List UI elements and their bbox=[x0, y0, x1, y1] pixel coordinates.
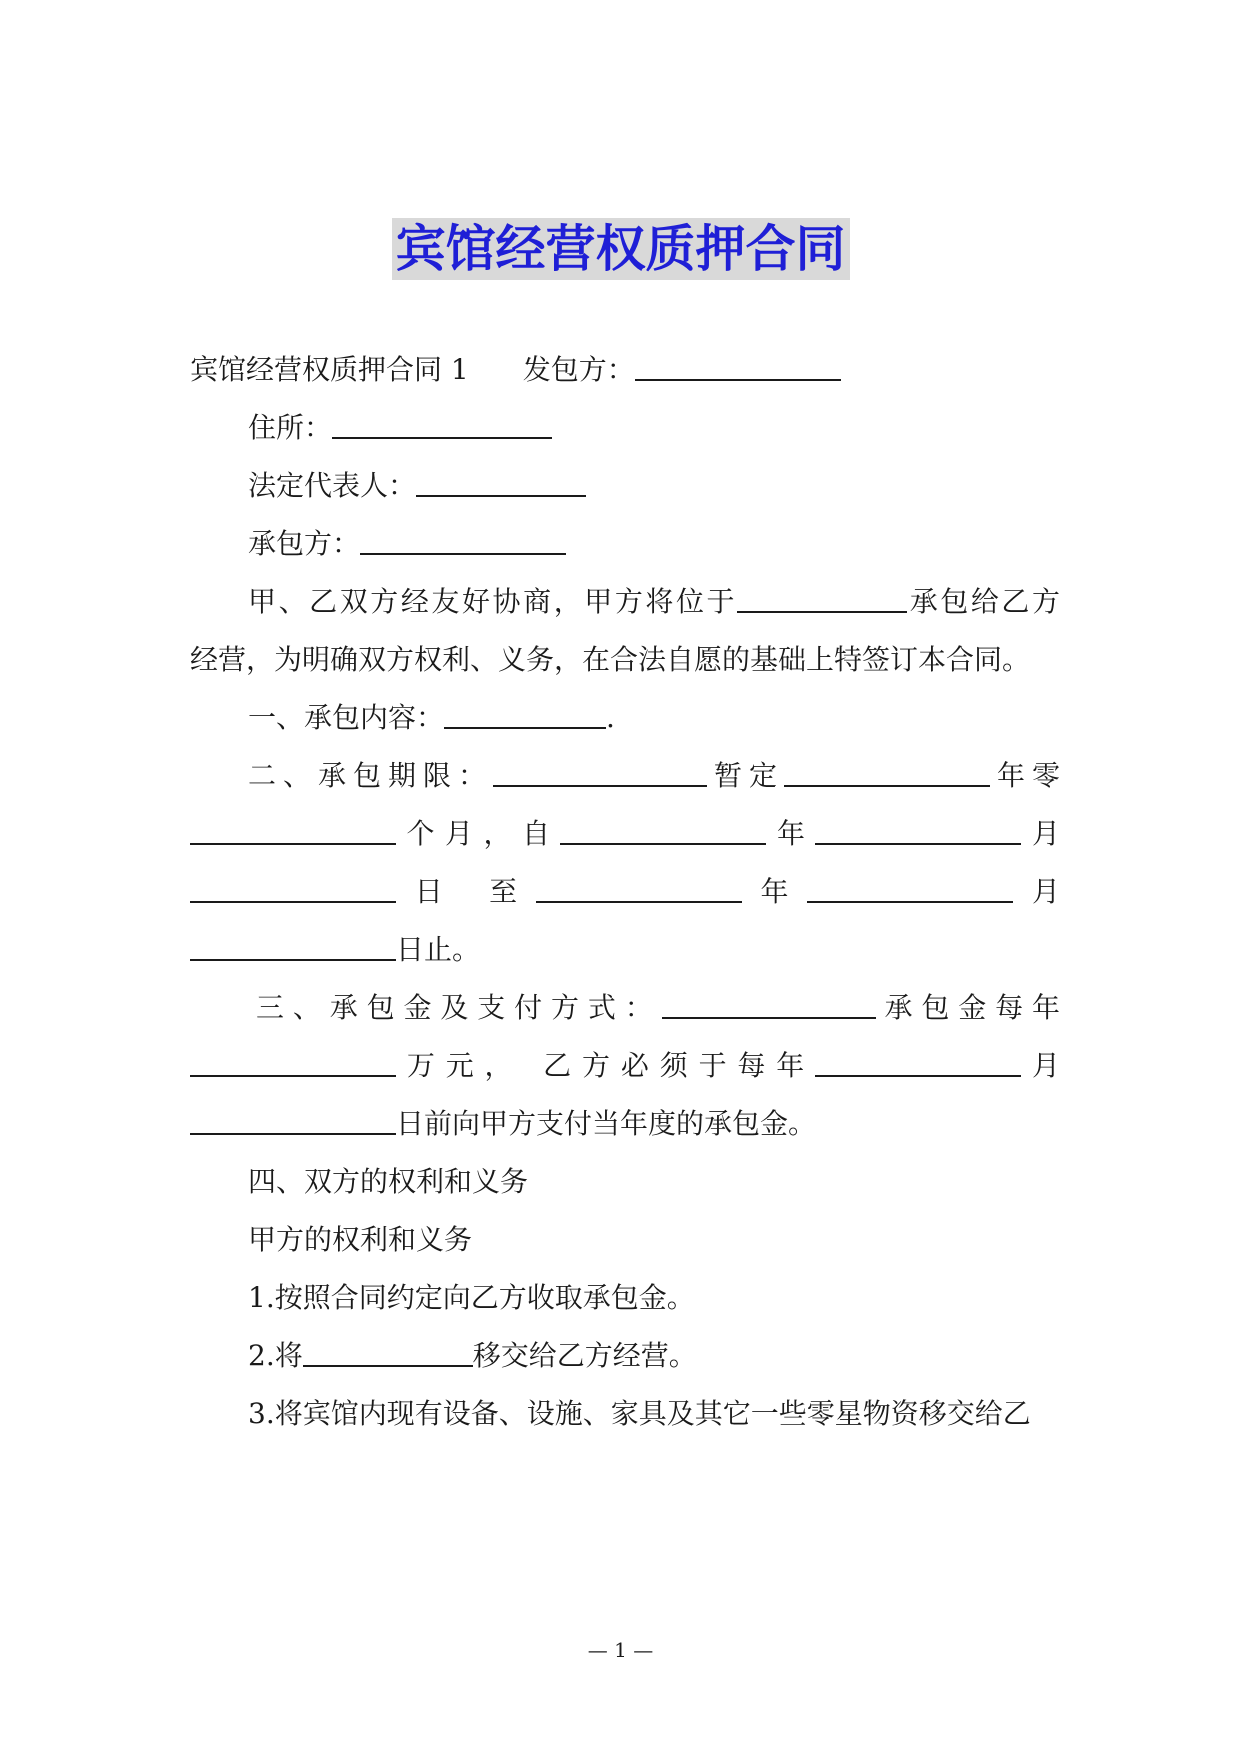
blank-field bbox=[635, 353, 841, 381]
line-14 bbox=[190, 1104, 1060, 1144]
line-19 bbox=[248, 1394, 1060, 1434]
line-3 bbox=[248, 466, 1060, 506]
text: 个月，自 bbox=[396, 817, 561, 850]
text: 月 bbox=[1021, 1049, 1060, 1082]
blank-field bbox=[536, 875, 742, 903]
line-1 bbox=[190, 350, 1060, 390]
blank-field bbox=[815, 1049, 1021, 1077]
text: 日 至 bbox=[396, 875, 536, 908]
text: 日前向甲方支付当年度的承包金。 bbox=[396, 1107, 817, 1140]
clause-3-label: 三、承包金及支付方式： bbox=[256, 991, 662, 1024]
legal-rep-label: 法定代表人： bbox=[248, 469, 417, 502]
clause-1-label: 一、承包内容： bbox=[248, 701, 445, 734]
blank-field bbox=[190, 817, 396, 845]
blank-field bbox=[190, 1049, 396, 1077]
list-item: 2.将 bbox=[248, 1339, 303, 1372]
list-item: 1.按照合同约定向乙方收取承包金。 bbox=[248, 1281, 695, 1314]
clause-4-heading: 四、双方的权利和义务 bbox=[248, 1165, 529, 1198]
blank-field bbox=[807, 875, 1013, 903]
text: 年 bbox=[766, 817, 816, 850]
text: 暂定 bbox=[706, 759, 784, 792]
page-number: — 1 — bbox=[587, 1638, 654, 1662]
contractee-label: 承包方： bbox=[248, 527, 361, 560]
blank-field bbox=[190, 875, 396, 903]
line-11 bbox=[190, 930, 1060, 970]
line-12 bbox=[256, 988, 1060, 1028]
line-8 bbox=[248, 756, 1060, 796]
text: 经营，为明确双方权利、义务，在合法自愿的基础上特签订本合同。 bbox=[190, 643, 1031, 676]
blank-field bbox=[190, 933, 396, 961]
party-a-heading: 甲方的权利和义务 bbox=[248, 1223, 473, 1256]
line-9 bbox=[190, 814, 1060, 854]
blank-field bbox=[360, 527, 566, 555]
blank-field bbox=[190, 1107, 396, 1135]
blank-field bbox=[444, 701, 606, 729]
document-title: 宾馆经营权质押合同 bbox=[392, 218, 850, 280]
line-2 bbox=[248, 408, 1060, 448]
line-13 bbox=[190, 1046, 1060, 1086]
line-7 bbox=[248, 698, 1060, 738]
blank-field bbox=[737, 585, 907, 613]
text: 月 bbox=[1013, 875, 1060, 908]
text: 移交给乙方经营。 bbox=[472, 1339, 697, 1372]
address-label: 住所： bbox=[248, 411, 333, 444]
line-16 bbox=[248, 1220, 1060, 1260]
title-wrap bbox=[0, 218, 1241, 280]
line-5 bbox=[248, 582, 1060, 622]
text: 万元， 乙方必须于每年 bbox=[396, 1049, 816, 1082]
blank-field bbox=[784, 759, 990, 787]
text: 承包金每年 bbox=[875, 991, 1060, 1024]
text: . bbox=[606, 701, 615, 734]
line-6 bbox=[190, 640, 1060, 680]
text: 年 bbox=[741, 875, 808, 908]
blank-field bbox=[332, 411, 552, 439]
list-item: 3.将宾馆内现有设备、设施、家具及其它一些零星物资移交给乙 bbox=[248, 1397, 1031, 1430]
blank-field bbox=[662, 991, 876, 1019]
line-4 bbox=[248, 524, 1060, 564]
blank-field bbox=[303, 1339, 473, 1367]
text: 承包给乙方 bbox=[907, 585, 1060, 618]
contract-heading-text: 宾馆经营权质押合同 1 bbox=[190, 353, 469, 386]
line-18 bbox=[248, 1336, 1060, 1376]
line-17 bbox=[248, 1278, 1060, 1318]
contractor-label: 发包方： bbox=[522, 353, 635, 386]
line-15 bbox=[248, 1162, 1060, 1202]
blank-field bbox=[560, 817, 766, 845]
line-10 bbox=[190, 872, 1060, 912]
blank-field bbox=[416, 469, 586, 497]
text: 月 bbox=[1021, 817, 1060, 850]
blank-field bbox=[815, 817, 1021, 845]
text: 日止。 bbox=[396, 933, 481, 966]
text: 甲、乙双方经友好协商，甲方将位于 bbox=[248, 585, 738, 618]
text: 年零 bbox=[989, 759, 1060, 792]
blank-field bbox=[493, 759, 707, 787]
clause-2-label: 二、承包期限： bbox=[248, 759, 493, 792]
